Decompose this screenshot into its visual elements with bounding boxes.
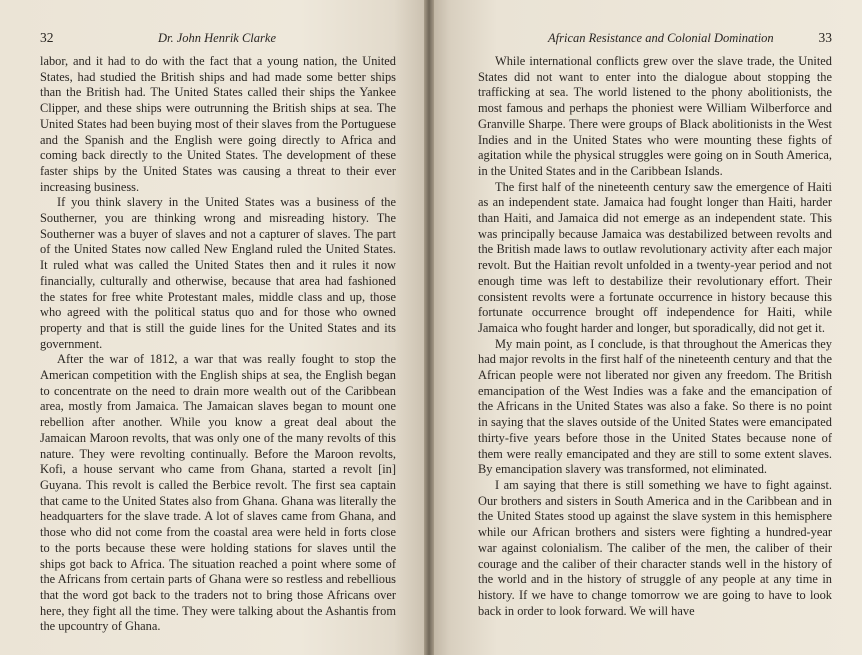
paragraph: The first half of the nineteenth century saw the emergence of Haiti as an independent state. Jamaica had fought longer than Haiti, harder than Haiti, and Jamaica did not emerge as an independent state. This was principally because Jamaica was destabilized between revolts and the British made laws to outlaw revolutionary activity after each major revolt. But the Haitian revolt unfolded in a twenty-year period and not enough time was left to destabilize their revolutionary effort. Their consistent revolts were a fortunate occurrence in history because this fortunate occurrence brought off independence for Haiti, while Jamaica who fought harder and longer, but sporadically, did not get it.: [478, 179, 832, 335]
page-number-right: 33: [818, 30, 832, 45]
paragraph: I am saying that there is still something we have to fight against. Our brothers and sisters in South America and in the Caribbean and in the United States stood up against the slave system in this hemisphere while our African brothers and sisters were fighting a hundred-year war against colonialism. The caliber of the men, the caliber of their courage and the caliber of their character stands well in the history of the world and in the history of struggle of any people at any time in history. If we have to change tomorrow we are going to have to look back in order to look forward. We will have: [478, 477, 832, 618]
paragraph: labor, and it had to do with the fact that a young nation, the United States, had studied the British ships and had made some better ships than the British had. The United States called their ships the Yankee Clipper, and these ships were outrunning the British ships at sea. The United States had been buying most of their slaves from the Portuguese and the Spanish and the English were going directly to Africa and coming back directly to the United States. The development of these faster ships by the United States was causing a threat to their ever increasing business.: [40, 54, 396, 194]
left-page: [0, 0, 428, 655]
right-page-body: [478, 54, 832, 619]
paragraph: My main point, as I conclude, is that throughout the Americas they had major revolts in the first half of the nineteenth century and that the African people were not liberated nor given any freedom. The British emancipation of the West Indies was a fake and the emancipation of the Africans in the United States was also a fake. So there is no point in saying that the slaves outside of the United States were emancipated thirty-five years before those in the United States because none of them were really emancipated and they are still to some extent slaves. By emancipation slavery was transformed, not eliminated.: [478, 336, 832, 477]
book-gutter: [424, 0, 434, 655]
right-page: [428, 0, 862, 655]
paragraph: After the war of 1812, a war that was really fought to stop the American competition with the English ships at sea, the English began to concentrate on the need to drain more wealth out of the Caribbean area, mostly from Jamaica. The Jamaican slaves began to mount one rebellion after another. While you know a great deal about the Jamaican Maroon revolts, that was only one of the many revolts of this nature. They were revolting continually. Before the Maroon revolts, Kofi, a house servant who came from Ghana, started a revolt [in] Guyana. This revolt is called the Berbice revolt. The first sea captain that came to the United States also from Ghana. Ghana was literally the headquarters for the slave trade. A lot of slaves came from Ghana, and those who did not come from the coastal area were held in forts close to the ports because these were holding stations for slaves until the ships got back to Africa. The situation reached a point where some of the Africans from certain parts of Ghana were so restless and rebellious that the word got back to the traders not to bring those Africans over here, they fight all the time. They were talking about the Ashantis from the upcountry of Ghana.: [40, 352, 396, 634]
left-page-body: [40, 54, 396, 635]
paragraph: While international conflicts grew over the slave trade, the United States did not want to enter into the dialogue about stopping the trafficking at sea. The world listened to the phony abolitionists, the most famous and perhaps the phoniest were William Wilberforce and Granville Sharpe. There were groups of Black abolitionists in the West Indies and in the United States who were mounting these fights of agitation while the physical struggles were going on in South America, in the United States and in the Caribbean Islands.: [478, 54, 832, 178]
paragraph: If you think slavery in the United States was a business of the Southerner, you are thinking wrong and misreading history. The Southerner was a buyer of slaves and not a capturer of slaves. The part of the United States now called New England ruled the United States. It ruled what was called the United States then and it rules it now financially, culturally and otherwise, because that area had fashioned the states for free white Protestant males, middle class and up, those who agreed with the political status quo and for those who owned property and that is still the guide lines for the United States and its government.: [40, 195, 396, 351]
running-head-left: Dr. John Henrik Clarke: [157, 31, 276, 45]
running-head-right: African Resistance and Colonial Domination: [548, 31, 774, 45]
page-number-left: 32: [40, 30, 54, 45]
right-page-header: [478, 30, 832, 54]
left-page-header: [40, 30, 396, 54]
